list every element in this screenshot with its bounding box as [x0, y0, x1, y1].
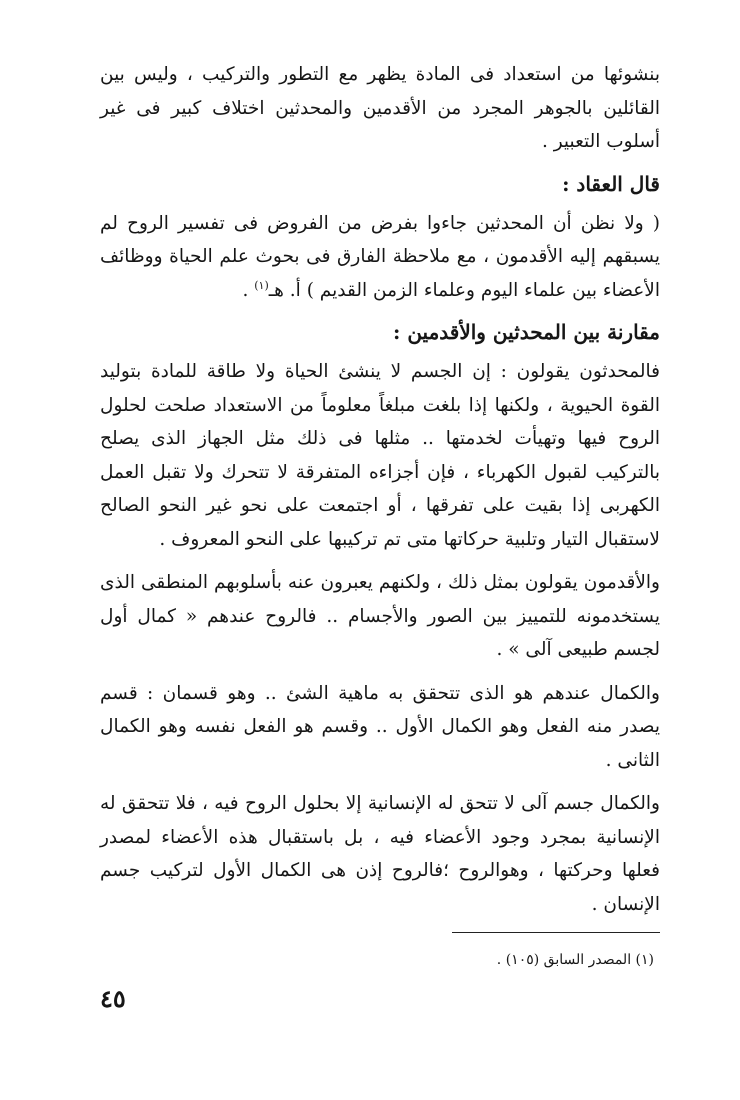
- paragraph-moderns: فالمحدثون يقولون : إن الجسم لا ينشئ الحياة ولا طاقة للمادة بتوليد القوة الحيوية ، ولكنها إذا بلغت مبلغاً معلوماً من الاستعداد صلحت لحلول الروح فيها وتهيأت لخدمتها .. مثلها فى ذلك مثل الجهاز الذى يصلح بالتركيب لقبول الكهرباء ، فإن أجزاءه المتفرقة لا تتحرك ولا تقبل العمل الكهربى إذا بقيت على تفرقها ، أو اجتمعت على نحو غير النحو الصالح لاستقبال التيار وتلبية حركاتها متى تم تركيبها على النحو المعروف .: [100, 361, 660, 550]
- quote-text: ( ولا نظن أن المحدثين جاءوا بفرض من الفروض فى تفسير الروح لم يسبقهم إليه الأقدمون ، مع ملاحظة الفارق فى بحوث علم الحياة ووظائف الأعضاء بين علماء اليوم وعلماء الزمن القديم ) أ. هـ: [100, 212, 660, 301]
- quote-end: .: [242, 279, 255, 301]
- page-number: ٤٥: [100, 984, 126, 1013]
- footnote: (١) المصدر السابق (١٠٥) .: [496, 952, 654, 968]
- footnote-divider: [452, 932, 660, 933]
- quote-paragraph: [100, 207, 660, 308]
- page-body: [100, 58, 660, 921]
- section-heading-comparison: مقارنة بين المحدثين والأقدمين :: [392, 320, 660, 344]
- section-heading-aqqad: قال العقاد :: [562, 171, 660, 196]
- paragraph-ancients: والأقدمون يقولون بمثل ذلك ، ولكنهم يعبرون عنه بأسلوبهم المنطقى الذى يستخدمونه للتمييز بين الصور والأجسام .. فالروح عندهم « كمال أول لجسم طبيعى آلى » .: [100, 572, 660, 660]
- paragraph-body: والكمال جسم آلى لا تتحق له الإنسانية إلا بحلول الروح فيه ، فلا تتحقق له الإنسانية بمجرد وجود الأعضاء فيه ، بل باستقبال هذه الأعضاء لمصدر فعلها وحركتها ، وهوالروح ؛فالروح إذن هى الكمال الأول لتركيب جسم الإنسان .: [100, 793, 660, 915]
- paragraph-perfection: والكمال عندهم هو الذى تتحقق به ماهية الشئ .. وهو قسمان : قسم يصدر منه الفعل وهو الكمال الأول .. وقسم هو الفعل نفسه وهو الكمال الثانى .: [100, 682, 660, 771]
- footnote-reference: (١): [254, 278, 269, 292]
- intro-paragraph: بنشوئها من استعداد فى المادة يظهر مع التطور والتركيب ، وليس بين القائلين بالجوهر المجرد من الأقدمين والمحدثين اختلاف كبير فى غير أسلوب التعبير .: [100, 64, 660, 152]
